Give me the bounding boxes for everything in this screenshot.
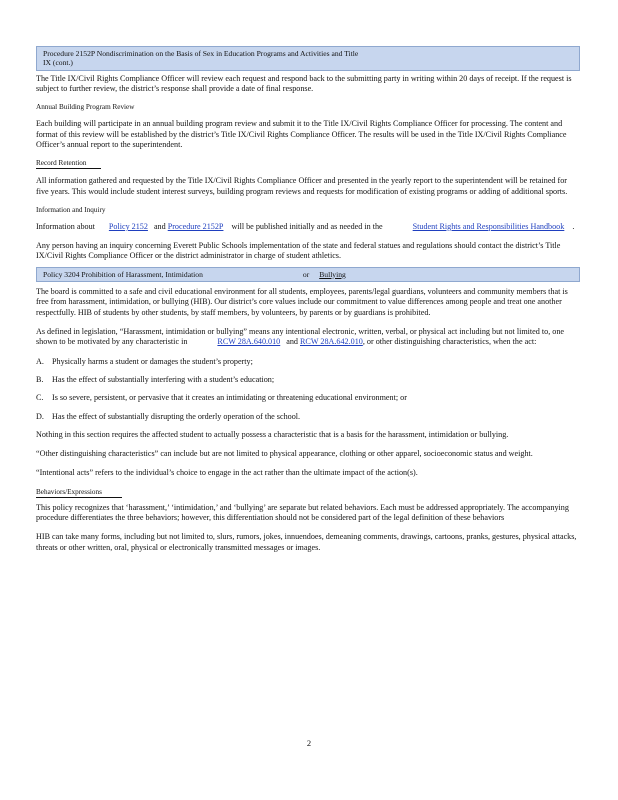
paragraph-annual-review: Each building will participate in an annual building program review and submit it to the Title IX/Civil Rights Compliance Officer for processing. The content and format of this review will be established by the district’s Title IX/Civil Rights Compliance Officer. The results will be used in the Title IX/Civil Rights Compliance Officer’s annual report to the superintendent.: [36, 119, 567, 149]
link-student-handbook[interactable]: Student Rights and Responsibilities Handbook: [412, 221, 565, 231]
list-item: [36, 393, 580, 403]
list-item: [36, 375, 580, 385]
list-text: Has the effect of substantially interfering with a student’s education;: [52, 374, 275, 384]
list-item: [36, 412, 580, 422]
paragraph-hib-forms: HIB can take many forms, including but not limited to, slurs, rumors, jokes, innuendoes, demeaning comments, drawings, cartoons, pranks, gestures, physical attacks, threats or other written, oral, physical or electronically transmitted messages or images.: [36, 532, 577, 552]
paragraph-intentional-acts: “Intentional acts” refers to the individual’s choice to engage in the act rather than the ultimate impact of the action(s).: [36, 468, 418, 478]
list-letter: B.: [36, 374, 44, 384]
list-text: Physically harms a student or damages the student’s property;: [52, 356, 253, 366]
list-letter: A.: [36, 356, 44, 366]
section-header-policy-3204: [36, 267, 580, 282]
list-text: Is so severe, persistent, or pervasive that it creates an intimidating or threatening educational environment; or: [52, 393, 407, 403]
link-policy-2152[interactable]: Policy 2152: [108, 221, 148, 231]
policy-header-part1: Policy 3204 Prohibition of Harassment, Intimidation: [43, 269, 203, 279]
info-text-3: will be published initially and as needed in the: [231, 221, 383, 231]
definition-text-3: , or other distinguishing characteristics, when the act:: [362, 337, 537, 347]
section-header-line1: Procedure 2152P Nondiscrimination on the Basis of Sex in Education Programs and Activities and Title: [43, 49, 359, 58]
paragraph-information: [36, 222, 580, 232]
policy-header-part2: or: [302, 269, 310, 279]
section-header-line2: IX (cont.): [43, 58, 73, 68]
paragraph-recognizes: This policy recognizes that ‘harassment,’ ‘intimidation,’ and ‘bullying’ are separate but related behaviors. Each must be addressed appropriately. The accompanying procedure differentiates the three behaviors; however, this differentiation should not be considered part of the legal definition of these behaviors: [36, 502, 569, 523]
link-rcw-28a-640-010[interactable]: RCW 28A.640.010: [217, 337, 281, 347]
list-text: Has the effect of substantially disrupting the orderly operation of the school.: [52, 411, 301, 421]
link-procedure-2152p[interactable]: Procedure 2152P: [167, 221, 224, 231]
definition-text-2: and: [286, 337, 298, 347]
paragraph-board-commitment: The board is committed to a safe and civil educational environment for all students, employees, parents/legal guardians, volunteers and community members that is free from harassment, intimidation, or bullying (HIB). Our district’s core values include our commitment to value differences among people and treat one another respectfully. HIB of students by other students, by staff members, by volunteers, by parents or by guardians is prohibited.: [36, 287, 568, 317]
info-text-1: Information about: [36, 221, 95, 231]
list-letter: D.: [36, 411, 44, 421]
list-item: [36, 357, 580, 367]
link-rcw-28a-642-010[interactable]: RCW 28A.642.010: [300, 337, 363, 347]
paragraph-inquiry: Any person having an inquiry concerning Everett Public Schools implementation of the state and federal statues and regulations should contact the district’s Title IX/Civil Rights Compliance Officer or the district administrator in charge of student athletics.: [36, 241, 561, 261]
subheading-annual-review: Annual Building Program Review: [36, 103, 135, 112]
paragraph-record-retention: All information gathered and requested by the Title IX/Civil Rights Compliance Officer and presented in the yearly report to the superintendent will be retained for five years. This would include student interest surveys, building program reviews and requests for modification of existing programs or adding of additional sports.: [36, 176, 568, 196]
page-number: 2: [306, 738, 312, 748]
document-page: [36, 46, 580, 553]
definition-text-1: As defined in legislation, “Harassment, intimidation or bullying” means any intentional electronic, written, verbal, or physical act including but not limited to, one shown to be motivated by any characteristic in: [36, 327, 564, 347]
paragraph-other-characteristics: “Other distinguishing characteristics” can include but are not limited to physical appearance, clothing or other apparel, socioeconomic status and weight.: [36, 449, 533, 459]
subheading-behaviors: Behaviors/Expressions: [36, 488, 122, 498]
policy-header-part3: Bullying: [319, 269, 346, 279]
subheading-record-retention: Record Retention: [36, 159, 101, 169]
criteria-list: [36, 357, 580, 422]
paragraph-nothing-requires: Nothing in this section requires the affected student to actually possess a characteristic that is a basis for the harassment, intimidation or bullying.: [36, 429, 509, 439]
paragraph-review-response: The Title IX/Civil Rights Compliance Officer will review each request and respond back to the submitting party in writing within 20 days of receipt. If the request is subject to further review, the district’s response shall provide a date of final response.: [36, 73, 572, 94]
subheading-information-inquiry: Information and Inquiry: [36, 205, 106, 214]
section-header-procedure-2152p: [36, 46, 580, 71]
list-letter: C.: [36, 393, 44, 403]
paragraph-definition: [36, 327, 580, 348]
info-text-4: .: [572, 221, 575, 231]
info-text-2: and: [153, 221, 166, 231]
